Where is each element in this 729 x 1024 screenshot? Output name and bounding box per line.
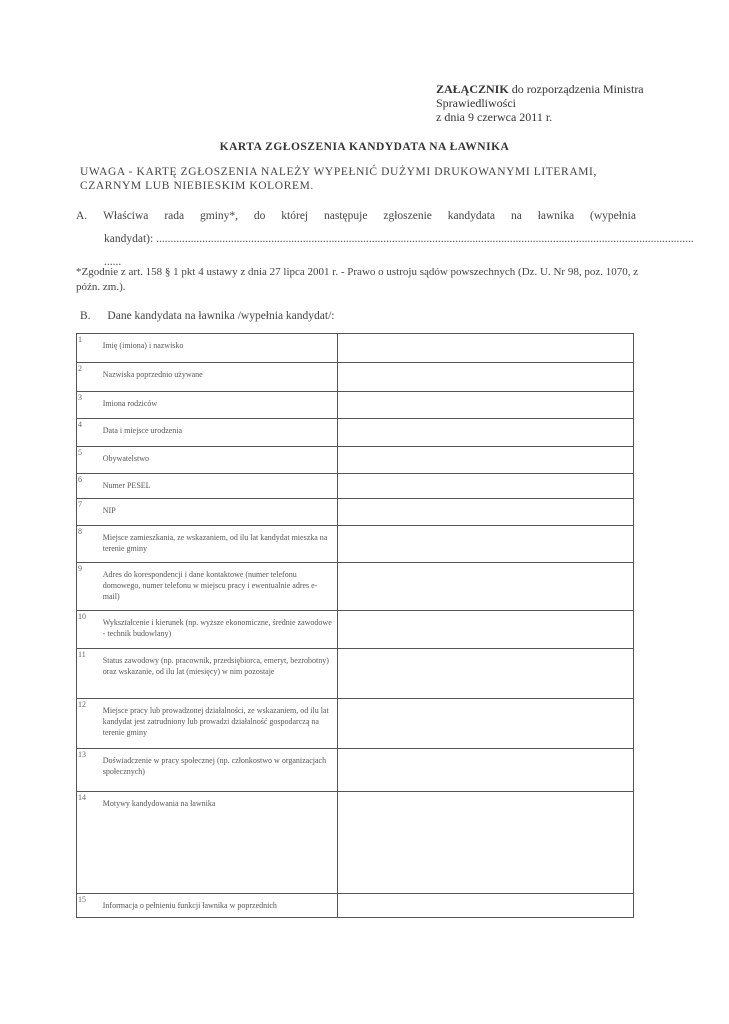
section-a-word: następuje <box>324 210 368 222</box>
warning-note: UWAGA - KARTĘ ZGŁOSZENIA NALEŻY WYPEŁNIĆ DUŻYMI DRUKOWANYMI LITERAMI, CZARNYM LUB NIEBIESKIM KOLOREM. <box>80 166 597 192</box>
row-value-field[interactable] <box>337 447 633 474</box>
table-row <box>77 334 634 363</box>
row-number: 1 <box>77 334 100 363</box>
section-a-word: kandydata <box>447 210 496 222</box>
row-value-field[interactable] <box>337 699 633 749</box>
row-number: 5 <box>77 447 100 474</box>
annex-label: ZAŁĄCZNIK <box>436 82 509 96</box>
section-a-word: rada <box>164 210 185 222</box>
annex-line2: Sprawiedliwości <box>436 96 516 110</box>
row-label: Wykształcenie i kierunek (np. wyższe ekonomiczne, średnie zawodowe - technik budowlany) <box>100 611 338 649</box>
candidate-data-table <box>76 333 634 918</box>
row-number: 15 <box>77 894 100 918</box>
council-fill-line[interactable]: ........................................................................................................................................................................................... <box>156 233 694 245</box>
section-a <box>76 205 694 274</box>
footnote: *Zgodnie z art. 158 § 1 pkt 4 ustawy z dnia 27 lipca 2001 r. - Prawo o ustroju sądów powszechnych (Dz. U. Nr 98, poz. 1070, z późn. zm.). <box>76 266 639 293</box>
section-a-word: do <box>253 210 266 222</box>
form-title: KARTA ZGŁOSZENIA KANDYDATA NA ŁAWNIKA <box>219 141 510 153</box>
section-b-marker: B. <box>80 310 91 322</box>
row-value-field[interactable] <box>337 419 633 447</box>
section-b-heading <box>80 310 334 322</box>
row-number: 11 <box>77 649 100 699</box>
table-row <box>77 499 634 526</box>
row-value-field[interactable] <box>337 563 633 611</box>
table-row <box>77 611 634 649</box>
table-row <box>77 526 634 563</box>
row-value-field[interactable] <box>337 499 633 526</box>
row-value-field[interactable] <box>337 894 633 918</box>
row-label: Imiona rodziców <box>100 392 338 419</box>
row-label: Obywatelstwo <box>100 447 338 474</box>
row-number: 7 <box>77 499 100 526</box>
council-fill-line-continued[interactable]: ...... <box>104 256 122 268</box>
row-value-field[interactable] <box>337 649 633 699</box>
row-label: Status zawodowy (np. pracownik, przedsiębiorca, emeryt, bezrobotny) oraz wskazanie, od ilu lat (miesięcy) w nim pozostaje <box>100 649 338 699</box>
row-value-field[interactable] <box>337 526 633 563</box>
row-label: Miejsce pracy lub prowadzonej działalności, ze wskazaniem, od ilu lat kandydat jest zatrudniony lub prowadzi działalność gospodarczą na terenie gminy <box>100 699 338 749</box>
row-label: Imię (imiona) i nazwisko <box>100 334 338 363</box>
row-label: Numer PESEL <box>100 474 338 499</box>
row-value-field[interactable] <box>337 749 633 792</box>
annex-text: do rozporządzenia Ministra <box>511 82 644 96</box>
section-a-word: ławnika <box>537 210 575 222</box>
table-row <box>77 474 634 499</box>
row-value-field[interactable] <box>337 392 633 419</box>
section-a-word: (wypełnia <box>589 210 636 222</box>
section-b-label: Dane kandydata na ławnika /wypełnia kandydat/: <box>107 310 335 322</box>
annex-header <box>436 82 666 124</box>
row-number: 12 <box>77 699 100 749</box>
row-label: Data i miejsce urodzenia <box>100 419 338 447</box>
row-number: 6 <box>77 474 100 499</box>
table-row <box>77 649 634 699</box>
row-number: 13 <box>77 749 100 792</box>
section-a-label: kandydat): <box>104 233 154 245</box>
section-a-line2 <box>104 228 694 251</box>
row-label: Adres do korespondencji i dane kontaktowe (numer telefonu domowego, numer telefonu w miejscu pracy i ewentualnie adres e-mail) <box>100 563 338 611</box>
row-label: NIP <box>100 499 338 526</box>
table-row <box>77 419 634 447</box>
table-row <box>77 392 634 419</box>
row-value-field[interactable] <box>337 611 633 649</box>
row-number: 10 <box>77 611 100 649</box>
row-number: 4 <box>77 419 100 447</box>
section-a-word: której <box>281 210 309 222</box>
row-number: 2 <box>77 363 100 392</box>
section-a-word: Właściwa <box>103 210 149 222</box>
section-a-word: na <box>510 210 522 222</box>
table-row <box>77 894 634 918</box>
row-label: Doświadczenie w pracy społecznej (np. członkostwo w organizacjach społecznych) <box>100 749 338 792</box>
table-row <box>77 563 634 611</box>
table-row <box>77 749 634 792</box>
section-a-line1 <box>76 205 636 228</box>
row-number: 9 <box>77 563 100 611</box>
table-row <box>77 792 634 894</box>
row-label: Nazwiska poprzednio używane <box>100 363 338 392</box>
section-a-word: zgłoszenie <box>383 210 432 222</box>
row-value-field[interactable] <box>337 363 633 392</box>
row-label: Motywy kandydowania na ławnika <box>100 792 338 894</box>
row-number: 14 <box>77 792 100 894</box>
row-number: 3 <box>77 392 100 419</box>
table-row <box>77 447 634 474</box>
row-label: Informacja o pełnieniu funkcji ławnika w poprzednich <box>100 894 338 918</box>
row-value-field[interactable] <box>337 474 633 499</box>
row-label: Miejsce zamieszkania, ze wskazaniem, od ilu lat kandydat mieszka na terenie gminy <box>100 526 338 563</box>
row-number: 8 <box>77 526 100 563</box>
annex-date: z dnia 9 czerwca 2011 r. <box>436 110 553 124</box>
section-a-marker: A. <box>76 210 88 222</box>
row-value-field[interactable] <box>337 792 633 894</box>
table-row <box>77 699 634 749</box>
table-row <box>77 363 634 392</box>
section-a-word: gminy*, <box>200 210 239 222</box>
row-value-field[interactable] <box>337 334 633 363</box>
